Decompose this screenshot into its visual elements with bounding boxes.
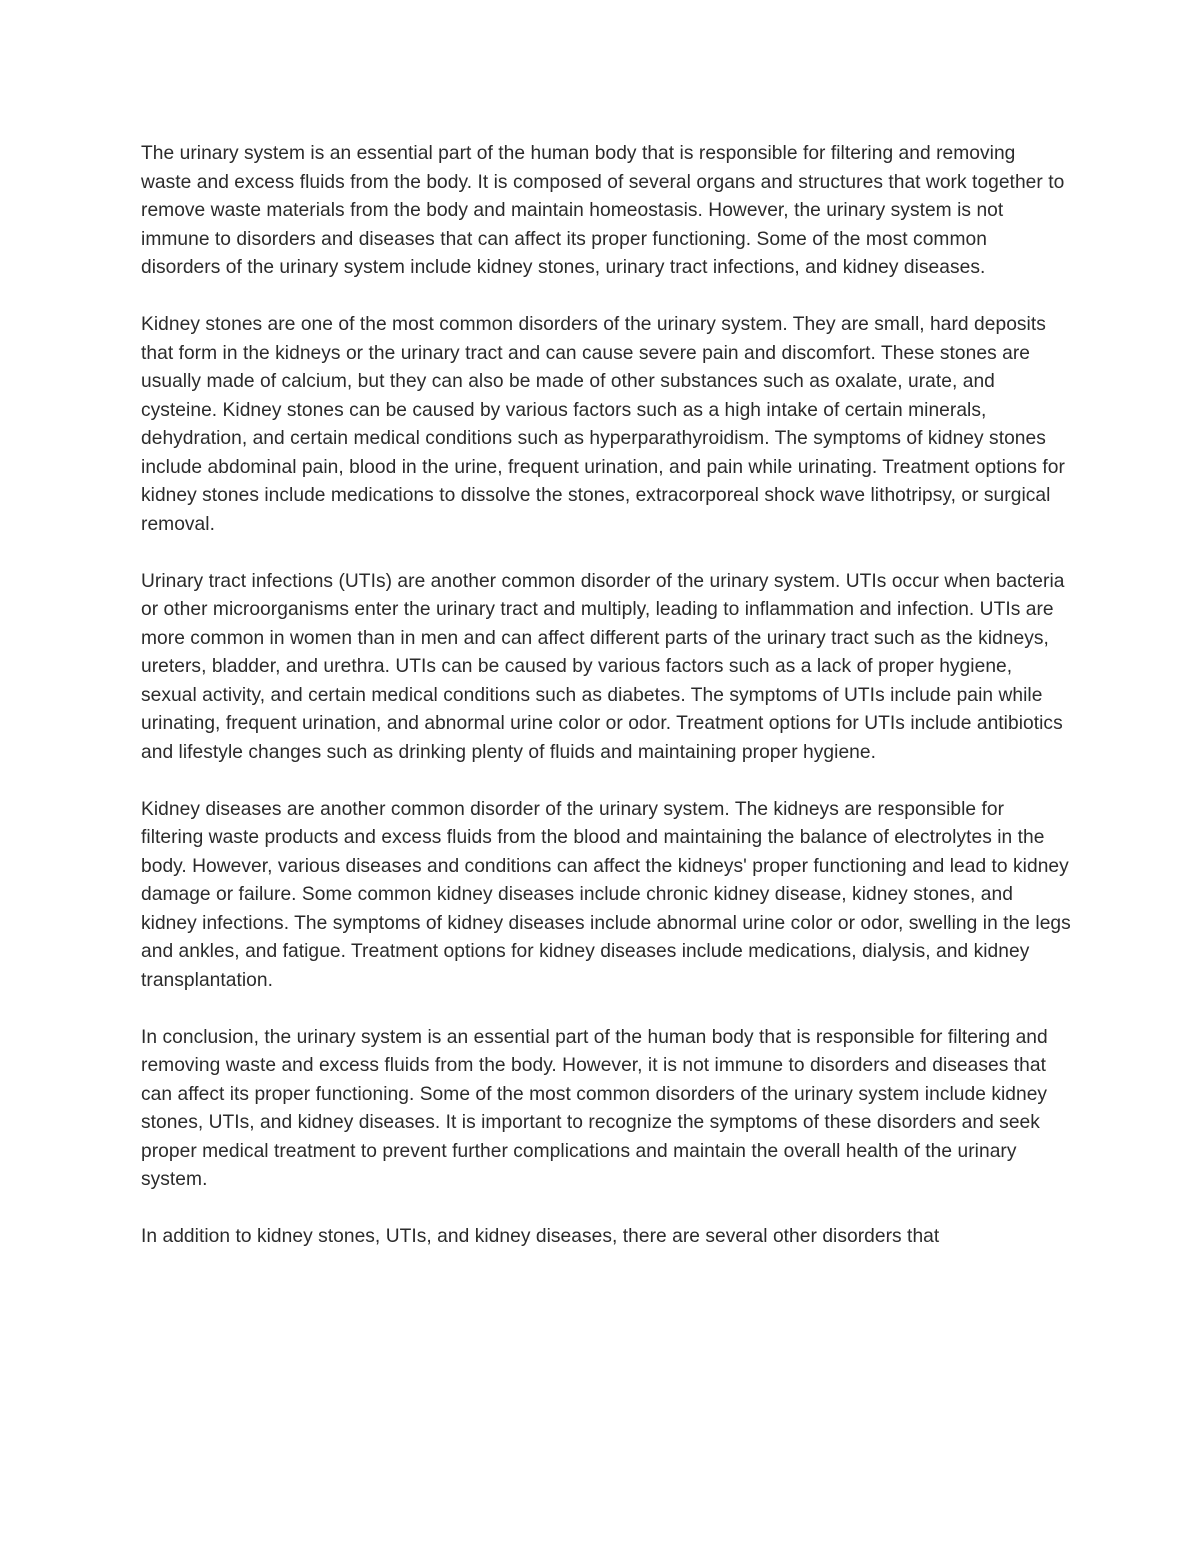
paragraph-kidney-diseases: Kidney diseases are another common disorder of the urinary system. The kidneys are responsible for filtering waste products and excess fluids from the blood and maintaining the balance of electrolytes in the body. However, various diseases and conditions can affect the kidneys' proper functioning and lead to kidney damage or failure. Some common kidney diseases include chronic kidney disease, kidney stones, and kidney infections. The symptoms of kidney diseases include abnormal urine color or odor, swelling in the legs and ankles, and fatigue. Treatment options for kidney diseases include medications, dialysis, and kidney transplantation.: [141, 798, 1071, 991]
paragraph-kidney-stones: Kidney stones are one of the most common disorders of the urinary system. They are small, hard deposits that form in the kidneys or the urinary tract and can cause severe pain and discomfort. These stones are usually made of calcium, but they can also be made of other substances such as oxalate, urate, and cysteine. Kidney stones can be caused by various factors such as a high intake of certain minerals, dehydration, and certain medical conditions such as hyperparathyroidism. The symptoms of kidney stones include abdominal pain, blood in the urine, frequent urination, and pain while urinating. Treatment options for kidney stones include medications to dissolve the stones, extracorporeal shock wave lithotripsy, or surgical removal.: [141, 314, 1065, 535]
paragraph-utis: Urinary tract infections (UTIs) are another common disorder of the urinary system. UTIs occur when bacteria or other microorganisms enter the urinary tract and multiply, leading to inflammation and infection. UTIs are more common in women than in men and can affect different parts of the urinary tract such as the kidneys, ureters, bladder, and urethra. UTIs can be caused by various factors such as a lack of proper hygiene, sexual activity, and certain medical conditions such as diabetes. The symptoms of UTIs include pain while urinating, frequent urination, and abnormal urine color or odor. Treatment options for UTIs include antibiotics and lifestyle changes such as drinking plenty of fluids and maintaining proper hygiene.: [141, 570, 1065, 763]
paragraph-other-disorders: In addition to kidney stones, UTIs, and kidney diseases, there are several other disorders that: [141, 1226, 940, 1247]
paragraph-intro: The urinary system is an essential part of the human body that is responsible for filtering and removing waste and excess fluids from the body. It is composed of several organs and structures that work together to remove waste materials from the body and maintain homeostasis. However, the urinary system is not immune to disorders and diseases that can affect its proper functioning. Some of the most common disorders of the urinary system include kidney stones, urinary tract infections, and kidney diseases.: [141, 143, 1065, 278]
document-body: [141, 140, 1071, 1280]
paragraph-conclusion: In conclusion, the urinary system is an essential part of the human body that is responsible for filtering and removing waste and excess fluids from the body. However, it is not immune to disorders and diseases that can affect its proper functioning. Some of the most common disorders of the urinary system include kidney stones, UTIs, and kidney diseases. It is important to recognize the symptoms of these disorders and seek proper medical treatment to prevent further complications and maintain the overall health of the urinary system.: [141, 1026, 1048, 1190]
